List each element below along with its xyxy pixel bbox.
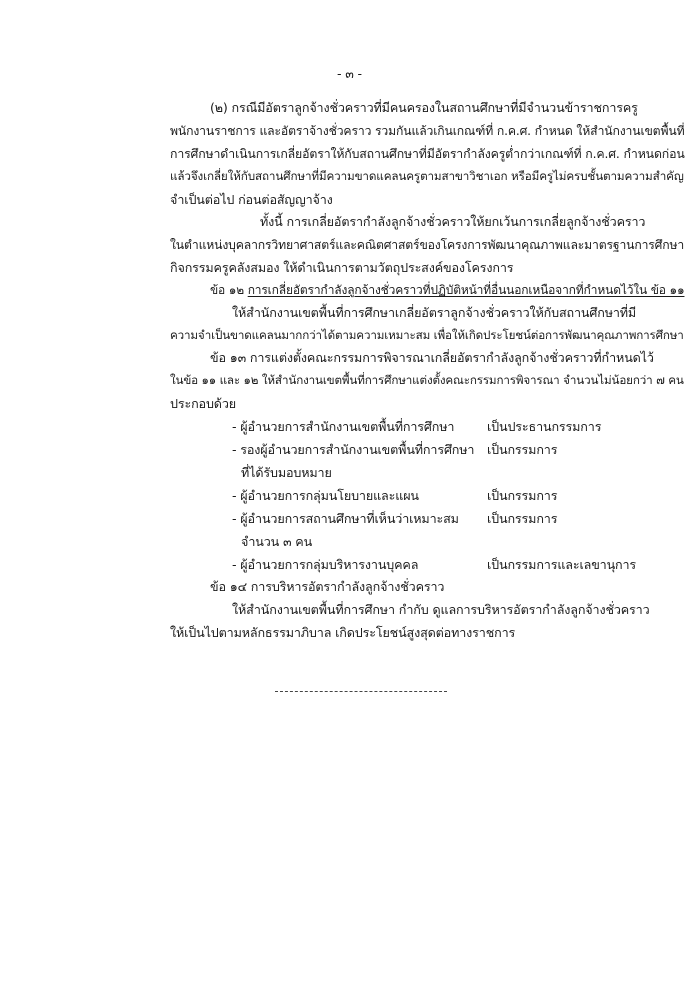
clause13-line: ประกอบด้วย: [170, 396, 236, 411]
clause12-number: ข้อ ๑๒: [210, 283, 245, 297]
clause13-line: ในข้อ ๑๑ และ ๑๒ ให้สำนักงานเขตพื้นที่การศึกษาแต่งตั้งคณะกรรมการพิจารณา จำนวนไม่น้อยกว่า ๗ คน: [170, 373, 684, 387]
member-role: เป็นกรรมการ: [487, 488, 558, 503]
clause14-body-line: ให้เป็นไปตามหลักธรรมาภิบาล เกิดประโยชน์สูงสุดต่อทางราชการ: [170, 625, 516, 640]
clause12-heading: [210, 284, 684, 296]
page-number: - ๓ -: [337, 66, 362, 81]
end-divider: [275, 691, 447, 692]
member-name-cont: จำนวน ๓ คน: [241, 534, 313, 549]
clause12-title: การเกลี่ยอัตรากำลังลูกจ้างชั่วคราวที่ปฏิบัติหน้าที่อื่นนอกเหนือจากที่กำหนดไว้ใน ข้อ ๑๑: [247, 283, 685, 297]
para2-line: แล้วจึงเกลี่ยให้กับสถานศึกษาที่มีความขาดแคลนครูตามสาขาวิชาเอก หรือมีครูไม่ครบชั้นตามความสำคัญ: [170, 169, 684, 183]
member-role: เป็นกรรมการ: [487, 442, 558, 457]
member-role: เป็นกรรมการและเลขานุการ: [487, 557, 637, 572]
clause13-line: ข้อ ๑๓ การแต่งตั้งคณะกรรมการพิจารณาเกลี่ยอัตรากำลังลูกจ้างชั่วคราวที่กำหนดไว้: [210, 350, 654, 365]
para2-line: พนักงานราชการ และอัตราจ้างชั่วคราว รวมกันแล้วเกินเกณฑ์ที่ ก.ค.ศ. กำหนด ให้สำนักงานเขตพื้นที่: [170, 124, 685, 138]
clause12-body-line: ให้สำนักงานเขตพื้นที่การศึกษาเกลี่ยอัตราลูกจ้างชั่วคราวให้กับสถานศึกษาที่มี: [232, 305, 637, 320]
member-role: เป็นกรรมการ: [487, 511, 558, 526]
member-name: - ผู้อำนวยการสำนักงานเขตพื้นที่การศึกษา: [232, 419, 455, 434]
exception-line: ทั้งนี้ การเกลี่ยอัตรากำลังลูกจ้างชั่วคราวให้ยกเว้นการเกลี่ยลูกจ้างชั่วคราว: [260, 214, 646, 229]
clause14-heading: ข้อ ๑๔ การบริหารอัตรากำลังลูกจ้างชั่วคราว: [210, 579, 445, 594]
member-name: - ผู้อำนวยการกลุ่มบริหารงานบุคคล: [232, 557, 419, 572]
member-name-cont: ที่ได้รับมอบหมาย: [241, 465, 332, 480]
para2-line: (๒) กรณีมีอัตราลูกจ้างชั่วคราวที่มีคนครองในสถานศึกษาที่มีจำนวนข้าราชการครู: [210, 100, 638, 115]
member-role: เป็นประธานกรรมการ: [487, 419, 602, 434]
member-name: - ผู้อำนวยการสถานศึกษาที่เห็นว่าเหมาะสม: [232, 511, 459, 526]
clause14-body-line: ให้สำนักงานเขตพื้นที่การศึกษา กำกับ ดูแลการบริหารอัตรากำลังลูกจ้างชั่วคราว: [232, 602, 650, 617]
member-name: - ผู้อำนวยการกลุ่มนโยบายและแผน: [232, 488, 419, 503]
member-name: - รองผู้อำนวยการสำนักงานเขตพื้นที่การศึกษา: [232, 442, 475, 457]
clause12-body-line: ความจำเป็นขาดแคลนมากกว่าได้ตามความเหมาะสม เพื่อให้เกิดประโยชน์ต่อการพัฒนาคุณภาพการศึกษา: [170, 328, 684, 342]
para2-line: จำเป็นต่อไป ก่อนต่อสัญญาจ้าง: [170, 192, 333, 207]
exception-line: กิจกรรมครูคลังสมอง ให้ดำเนินการตามวัตถุประสงค์ของโครงการ: [170, 260, 514, 275]
para2-line: การศึกษาดำเนินการเกลี่ยอัตราให้กับสถานศึกษาที่มีอัตรากำลังครูต่ำกว่าเกณฑ์ที่ ก.ค.ศ. กำหนดก่อน: [170, 147, 685, 161]
exception-line: ในตำแหน่งบุคลากรวิทยาศาสตร์และคณิตศาสตร์ของโครงการพัฒนาคุณภาพและมาตรฐานการศึกษา: [170, 238, 685, 252]
